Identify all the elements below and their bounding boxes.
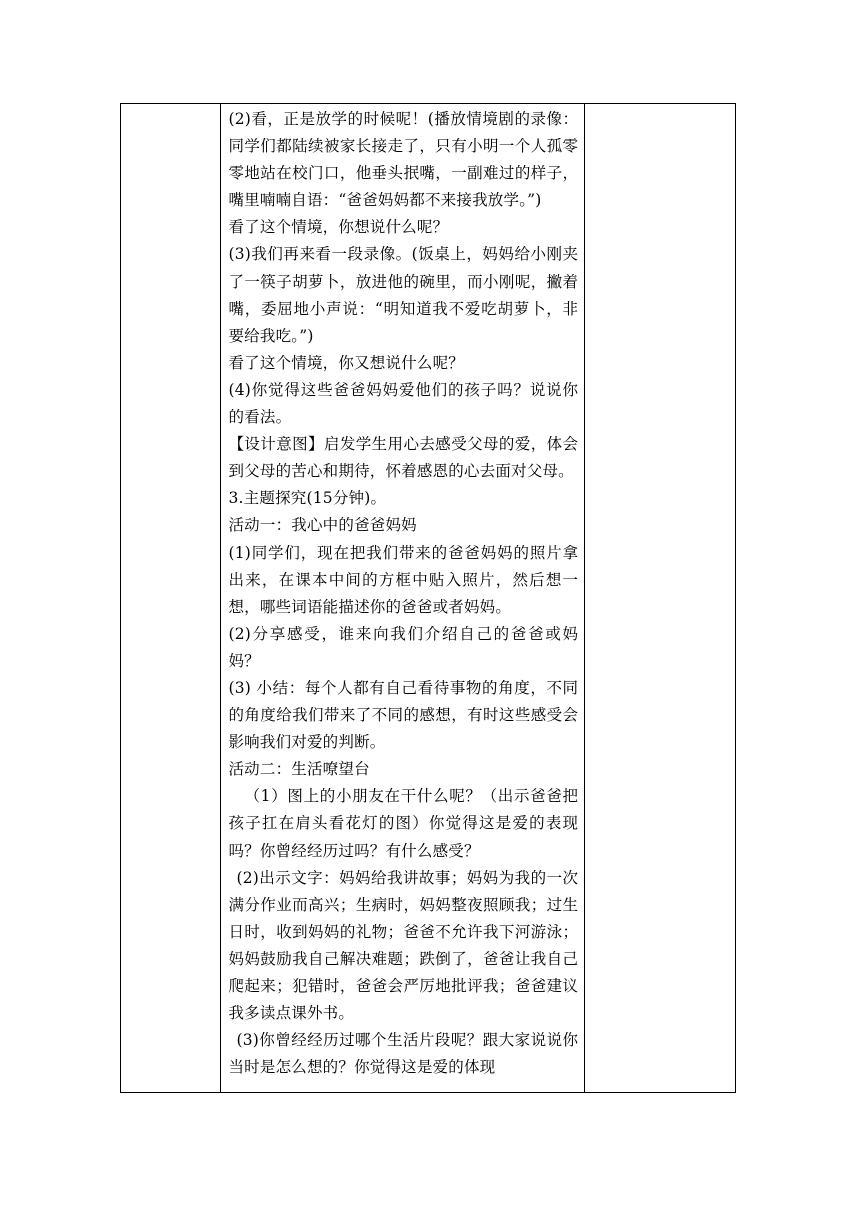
paragraph-section-heading: 3.主题探究(15分钟)。 (228, 489, 387, 508)
paragraph-design-intent: 【设计意图】启发学生用心去感受父母的爱，体会到父母的苦心和期待，怀着感恩的心去面对父母。 (228, 435, 579, 481)
right-cell (585, 104, 736, 1093)
paragraph-activity-1-summary: (3) 小结：每个人都有自己看待事物的角度，不同的角度给我们带来了不同的感想，有时这些感受会影响我们对爱的判断。 (228, 678, 579, 752)
paragraph-activity-2-step-2: (2)出示文字：妈妈给我讲故事；妈妈为我的一次满分作业而高兴；生病时，妈妈整夜照顾我；过生日时，收到妈妈的礼物；爸爸不允许我下河游泳；妈妈鼓励我自己解决难题；跌倒了，爸爸让我自己爬起来；犯错时，爸爸会严厉地批评我；爸爸建议我多读点课外书。 (228, 868, 579, 1023)
paragraph-question-2: 看了这个情境，你又想说什么呢？ (228, 353, 464, 372)
paragraph-activity-1-step-2: (2)分享感受，谁来向我们介绍自己的爸爸或妈妈？ (228, 624, 579, 670)
content-cell (221, 104, 585, 1093)
lesson-content (221, 104, 584, 1092)
paragraph-video-dinner: (3)我们再来看一段录像。(饭桌上，妈妈给小刚夹了一筷子胡萝卜，放进他的碗里，而小刚呢，撇着嘴，委屈地小声说：“明知道我不爱吃胡萝卜，非要给我吃。”) (228, 245, 579, 345)
paragraph-activity-2-step-1: （1）图上的小朋友在干什么呢？（出示爸爸把孩子扛在肩头看花灯的图）你觉得这是爱的表现吗？你曾经经历过吗？有什么感受？ (228, 787, 579, 860)
paragraph-question-3: (4)你觉得这些爸爸妈妈爱他们的孩子吗？说说你的看法。 (228, 380, 579, 427)
left-cell (121, 104, 221, 1093)
paragraph-video-after-school: (2)看，正是放学的时候呢！(播放情境剧的录像：同学们都陆续被家长接走了，只有小明一个人孤零零地站在校门口，他垂头抿嘴，一副难过的样子，嘴里喃喃自语：“爸爸妈妈都不来接我放学。”) (228, 110, 579, 210)
paragraph-activity-1-step-1: (1)同学们，现在把我们带来的爸爸妈妈的照片拿出来，在课本中间的方框中贴入照片，然后想一想，哪些词语能描述你的爸爸或者妈妈。 (228, 543, 579, 616)
table-row (121, 104, 736, 1093)
lesson-plan-table (120, 103, 736, 1093)
paragraph-activity-1-title: 活动一：我心中的爸爸妈妈 (228, 516, 417, 535)
paragraph-question-1: 看了这个情境，你想说什么呢？ (228, 218, 449, 237)
paragraph-activity-2-step-3: (3)你曾经经历过哪个生活片段呢？跟大家说说你当时是怎么想的？你觉得这是爱的体现 (228, 1031, 579, 1077)
paragraph-activity-2-title: 活动二：生活嘹望台 (228, 760, 370, 779)
